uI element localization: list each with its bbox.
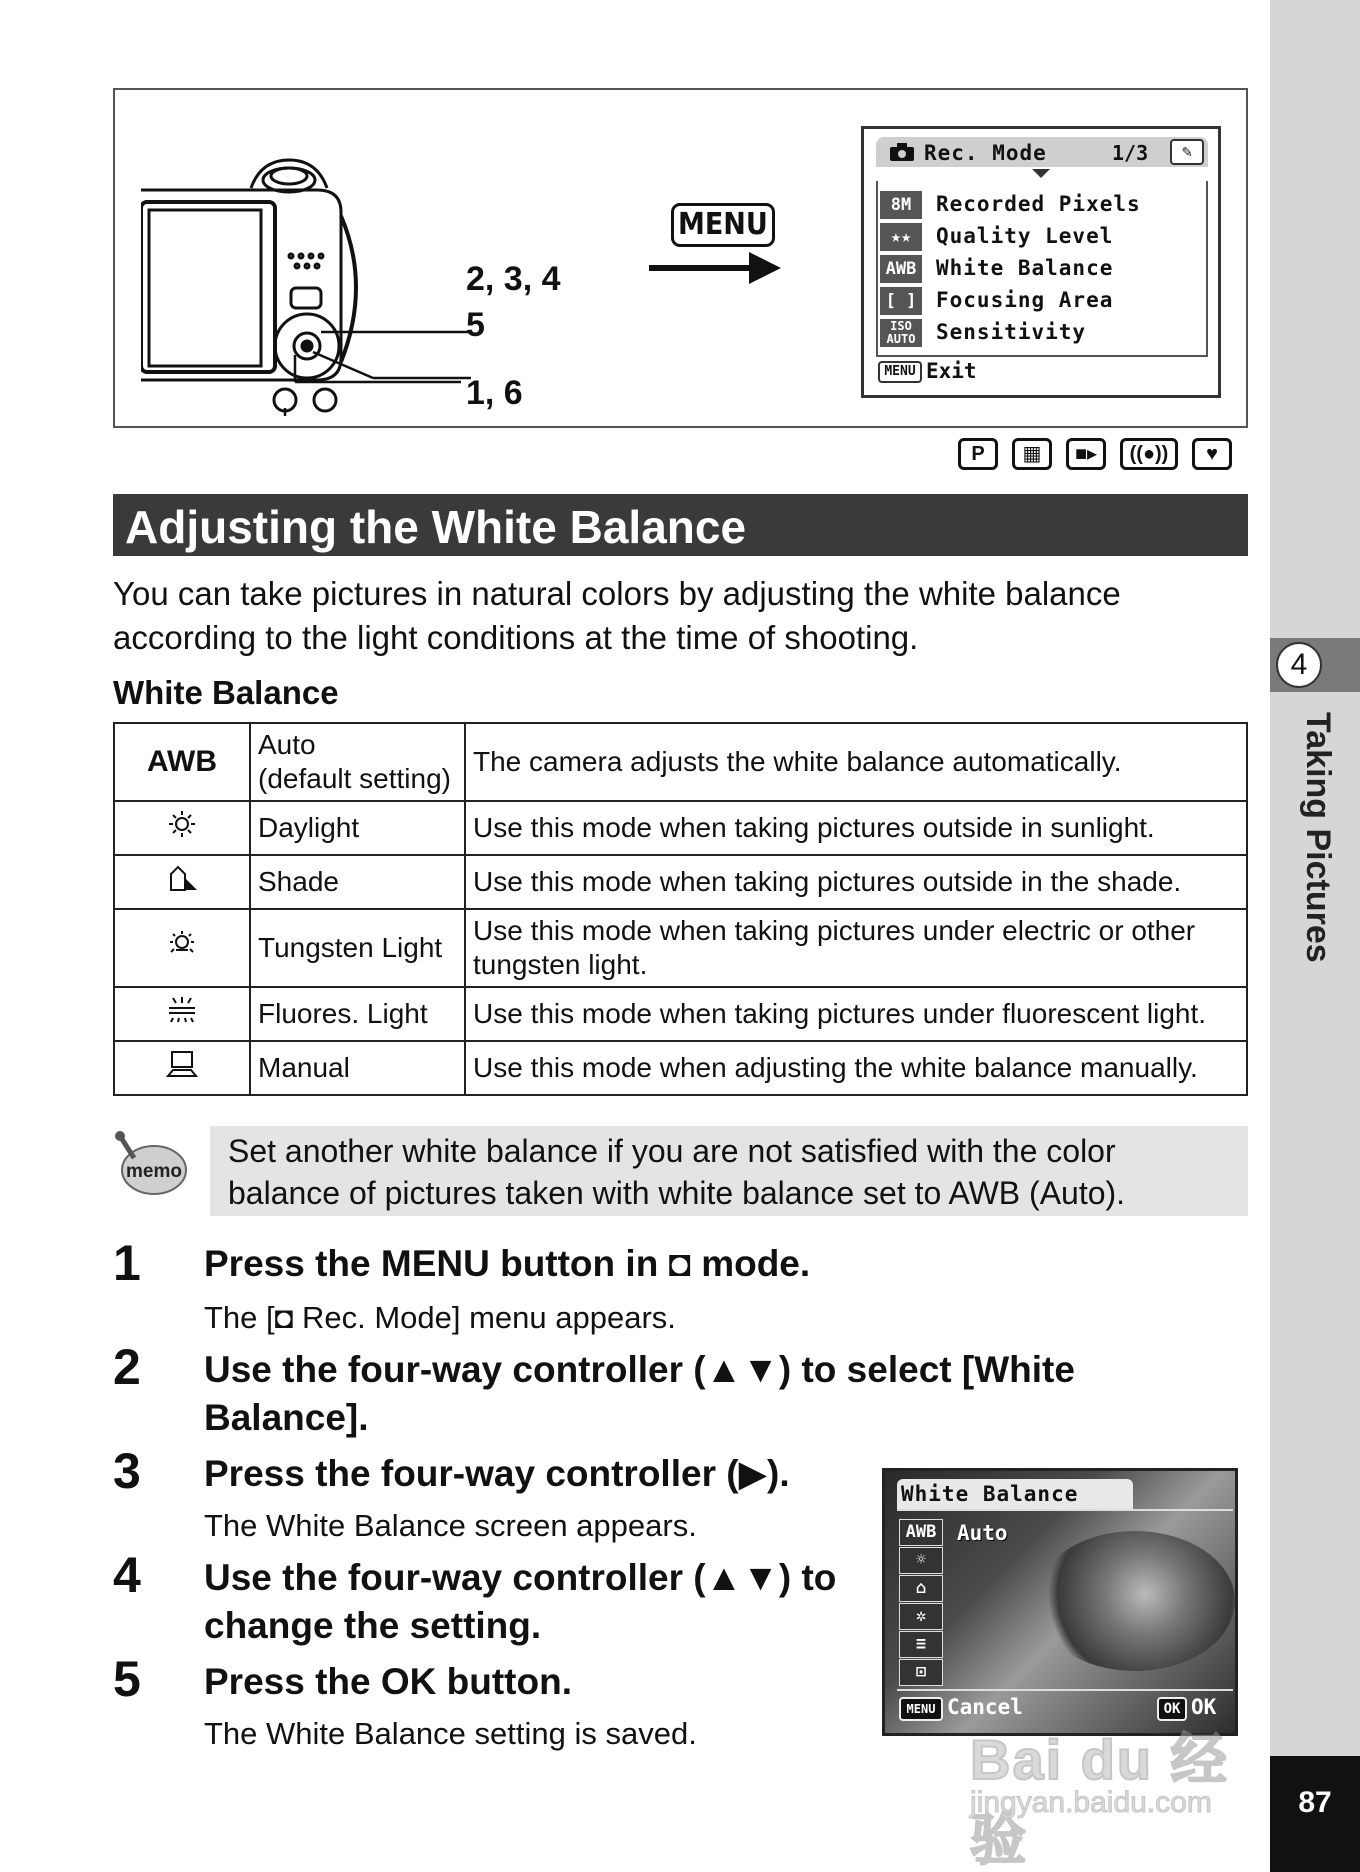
right-arrow-icon bbox=[645, 248, 785, 288]
memo-icon-label: memo bbox=[126, 1161, 182, 1182]
wb-mode-name: Fluores. Light bbox=[250, 987, 465, 1041]
watermark-brand: Bai du 经验 bbox=[970, 1728, 1229, 1871]
divider bbox=[897, 1509, 1233, 1511]
ok-label: OK bbox=[1191, 1695, 1217, 1719]
divider bbox=[897, 1689, 1233, 1691]
wb-mode-description: The camera adjusts the white balance automatically. bbox=[465, 723, 1247, 801]
table-row bbox=[114, 723, 1247, 801]
step-number: 3 bbox=[113, 1443, 141, 1499]
auto-wb-icon: AWB bbox=[899, 1519, 943, 1546]
step-number: 4 bbox=[113, 1547, 141, 1603]
program-mode-icon: P bbox=[958, 438, 998, 470]
table-row bbox=[114, 801, 1247, 855]
quality-level-icon: ★★ bbox=[880, 223, 922, 251]
white-balance-screen bbox=[882, 1468, 1238, 1736]
page-number: 87 bbox=[1270, 1756, 1360, 1872]
wb-mode-description: Use this mode when taking pictures under fluorescent light. bbox=[465, 987, 1247, 1041]
lcd-page-indicator: 1/3 bbox=[1112, 141, 1149, 165]
available-modes bbox=[958, 438, 1232, 470]
table-row bbox=[114, 987, 1247, 1041]
fluorescent-icon: ≡ bbox=[899, 1631, 943, 1658]
memo-icon bbox=[112, 1128, 188, 1198]
callout-ok: 5 bbox=[466, 306, 485, 344]
wb-mode-name: Auto (default setting) bbox=[250, 723, 465, 801]
tungsten-icon: ✲ bbox=[899, 1603, 943, 1630]
intro-paragraph: You can take pictures in natural colors by adjusting the white balance according to the light conditions at the time of shooting. bbox=[113, 575, 1121, 656]
focusing-area-icon: [ ] bbox=[880, 287, 922, 315]
wrench-icon: ✎ bbox=[1170, 139, 1204, 165]
chapter-title-text: Taking Pictures bbox=[1299, 712, 1337, 963]
watermark bbox=[960, 1716, 1280, 1871]
lcd-menu-list bbox=[876, 181, 1208, 357]
wb-screen-tab bbox=[897, 1479, 1133, 1509]
callout-line bbox=[115, 90, 535, 410]
lcd-row-label: Focusing Area bbox=[936, 288, 1114, 312]
selection-caret-icon bbox=[1032, 169, 1050, 178]
step-body: The [◘ Rec. Mode] menu appears. bbox=[204, 1300, 676, 1335]
wb-mode-name: Manual bbox=[250, 1041, 465, 1095]
flower-photo bbox=[1035, 1531, 1235, 1671]
lcd-row bbox=[878, 221, 1208, 253]
lcd-row-label: Recorded Pixels bbox=[936, 192, 1141, 216]
step-heading: Press the MENU button in ◘ mode. bbox=[204, 1243, 811, 1284]
white-balance-table bbox=[113, 722, 1248, 1096]
callout-controller: 2, 3, 4 bbox=[466, 260, 561, 298]
section-title: Adjusting the White Balance bbox=[125, 501, 747, 553]
wb-mode-description: Use this mode when taking pictures outside in sunlight. bbox=[465, 801, 1247, 855]
shade-icon: ⌂ bbox=[899, 1575, 943, 1602]
step-number: 5 bbox=[113, 1651, 141, 1707]
lcd-tab-bar bbox=[876, 137, 1208, 167]
table-row bbox=[114, 909, 1247, 987]
table-heading: White Balance bbox=[113, 674, 339, 711]
step-number: 2 bbox=[113, 1339, 141, 1395]
manual-icon: ⊡ bbox=[899, 1659, 943, 1686]
lcd-row bbox=[878, 317, 1208, 349]
watermark-url: jingyan.baidu.com bbox=[970, 1786, 1212, 1819]
step-heading: Use the four-way controller (▲▼) to select [White Balance]. bbox=[204, 1349, 1075, 1438]
step-heading: Press the four-way controller (▶). bbox=[204, 1453, 790, 1494]
favorite-icon: ♥ bbox=[1192, 438, 1232, 470]
lcd-row-label: Quality Level bbox=[936, 224, 1114, 248]
step-number: 1 bbox=[113, 1235, 141, 1291]
fluorescent-icon bbox=[114, 987, 250, 1041]
wb-mode-description: Use this mode when taking pictures outside in the shade. bbox=[465, 855, 1247, 909]
lcd-row bbox=[878, 253, 1208, 285]
menu-key-icon: MENU bbox=[878, 361, 922, 383]
tungsten-icon bbox=[114, 909, 250, 987]
selected-wb-mode: Auto bbox=[957, 1521, 1008, 1545]
movie-icon: ■▸ bbox=[1066, 438, 1106, 470]
sensitivity-icon: ISO AUTO bbox=[880, 319, 922, 347]
step-body: The White Balance screen appears. bbox=[204, 1508, 697, 1543]
wb-mode-name: Daylight bbox=[250, 801, 465, 855]
table-row bbox=[114, 1041, 1247, 1095]
table-row bbox=[114, 855, 1247, 909]
chapter-number: 4 bbox=[1276, 642, 1322, 688]
chapter-title bbox=[1297, 712, 1337, 1032]
recorded-pixels-icon: 8M bbox=[880, 191, 922, 219]
camera-figure bbox=[113, 88, 1248, 428]
daylight-icon bbox=[114, 801, 250, 855]
lcd-tab-label: Rec. Mode bbox=[924, 141, 1047, 165]
cancel-label: Cancel bbox=[947, 1695, 1023, 1719]
anti-shake-icon: ((●)) bbox=[1120, 438, 1178, 470]
camera-icon bbox=[890, 143, 914, 161]
lcd-row-label: Sensitivity bbox=[936, 320, 1087, 344]
wb-mode-description: Use this mode when taking pictures under electric or other tungsten light. bbox=[465, 909, 1247, 987]
shade-icon bbox=[114, 855, 250, 909]
lcd-row bbox=[878, 189, 1208, 221]
wb-screen-title: White Balance bbox=[901, 1482, 1079, 1506]
rec-mode-menu-screen bbox=[861, 126, 1221, 398]
menu-key-label: MENU bbox=[671, 203, 775, 247]
wb-mode-description: Use this mode when adjusting the white balance manually. bbox=[465, 1041, 1247, 1095]
menu-key-icon: MENU bbox=[899, 1697, 943, 1721]
step-body: The White Balance setting is saved. bbox=[204, 1716, 697, 1751]
section-title-bar bbox=[113, 494, 1248, 556]
daylight-icon: ☼ bbox=[899, 1547, 943, 1574]
lcd-row-label: White Balance bbox=[936, 256, 1114, 280]
auto-wb-icon: AWB bbox=[114, 723, 250, 801]
scene-icon: ▦ bbox=[1012, 438, 1052, 470]
wb-mode-name: Tungsten Light bbox=[250, 909, 465, 987]
wb-mode-name: Shade bbox=[250, 855, 465, 909]
callout-menu-button: 1, 6 bbox=[466, 374, 523, 412]
ok-key-icon: OK bbox=[1157, 1697, 1187, 1721]
manual-icon bbox=[114, 1041, 250, 1095]
step-heading: Use the four-way controller (▲▼) to change the setting. bbox=[204, 1557, 837, 1646]
step-heading: Press the OK button. bbox=[204, 1661, 572, 1702]
white-balance-icon: AWB bbox=[880, 255, 922, 283]
lcd-row bbox=[878, 285, 1208, 317]
lcd-exit-label: Exit bbox=[926, 359, 977, 383]
memo-note: Set another white balance if you are not satisfied with the color balance of pictures taken with white balance set to AWB (Auto). bbox=[210, 1126, 1248, 1216]
